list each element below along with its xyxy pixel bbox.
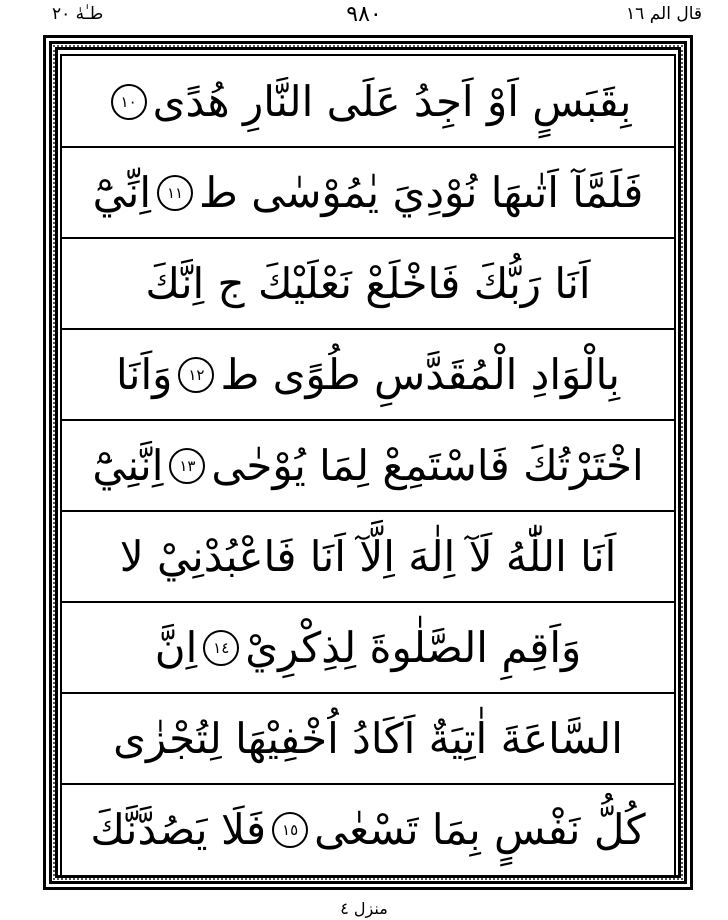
- text-panel: [60, 54, 676, 878]
- page-number: ٩٨٠: [346, 2, 382, 27]
- verse-text: اَنَا اللّٰهُ لَآ اِلٰهَ اِلَّآ اَنَا فَاعْبُدْنِيْ لا: [119, 532, 617, 581]
- verse-line: [62, 511, 674, 602]
- verse-text-continuation: اِنِّيْٓ: [92, 168, 152, 217]
- verse-line: [62, 693, 674, 784]
- ayah-number-marker: ١١: [157, 175, 193, 211]
- surah-header: طـٰهٰ ٢٠: [52, 4, 104, 24]
- verse-text: وَاَقِمِ الصَّلٰوةَ لِذِكْرِيْ: [245, 623, 582, 672]
- verse-text: اَنَا رَبُّكَ فَاخْلَعْ نَعْلَيْكَ ج اِنَّكَ: [145, 259, 591, 308]
- verse-text-continuation: وَاَنَا: [116, 350, 173, 399]
- ayah-number-marker: ١٢: [178, 357, 214, 393]
- verse-text-continuation: اِنَّنِيْٓ: [92, 441, 164, 490]
- verse-line: [62, 238, 674, 329]
- verse-line: [62, 420, 674, 511]
- verse-text: اخْتَرْتُكَ فَاسْتَمِعْ لِمَا يُوْحٰى: [211, 441, 644, 490]
- verse-text: بِقَبَسٍ اَوْ اَجِدُ عَلَى النَّارِ هُدًى: [152, 77, 632, 126]
- juz-header: قال الم ١٦: [626, 4, 702, 24]
- verse-line: [62, 784, 674, 875]
- verse-line: [62, 147, 674, 238]
- verse-text: بِالْوَادِ الْمُقَدَّسِ طُوًى ط: [220, 350, 620, 399]
- verse-text-continuation: اِنَّ: [154, 623, 198, 672]
- verse-line: [62, 56, 674, 147]
- ayah-number-marker: ١٤: [203, 630, 239, 666]
- manzil-footer: منزل ٤: [340, 899, 388, 918]
- verse-text: كُلُّ نَفْسٍ بِمَا تَسْعٰى: [314, 805, 646, 854]
- verse-text-continuation: فَلَا يَصُدَّنَّكَ: [90, 805, 267, 854]
- verse-text: فَلَمَّآ اَتٰىهَا نُوْدِيَ يٰمُوْسٰى ط: [199, 168, 644, 217]
- verse-text: السَّاعَةَ اٰتِيَةٌ اَكَادُ اُخْفِيْهَا لِتُجْزٰى: [113, 714, 623, 763]
- ayah-number-marker: ١٥: [272, 812, 308, 848]
- ayah-number-marker: ١٠: [111, 84, 147, 120]
- ayah-number-marker: ١٣: [169, 448, 205, 484]
- verse-line: [62, 602, 674, 693]
- verse-line: [62, 329, 674, 420]
